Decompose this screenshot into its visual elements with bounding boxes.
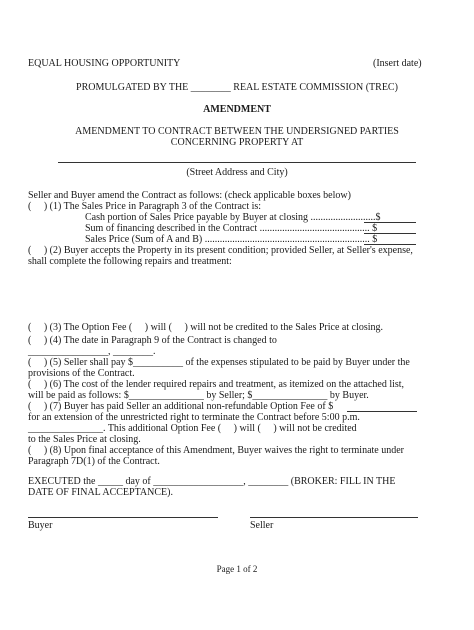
item-1a: Cash portion of Sales Price payable by Buyer at closing ..........................$ [85,212,381,223]
item-4-line-2: ________________, ________. [28,346,156,357]
item-8-line-2: Paragraph 7D(1) of the Contract. [28,456,160,467]
item-6-line-2: will be paid as follows: $_______________ by Seller; $_______________ by Buyer. [28,390,369,401]
executed-line-2: DATE OF FINAL ACCEPTANCE). [28,487,173,498]
intro-text: Seller and Buyer amend the Contract as follows: (check applicable boxes below) [28,190,351,201]
subtitle-line-1: AMENDMENT TO CONTRACT BETWEEN THE UNDERSIGNED PARTIES [75,126,399,137]
seller-label: Seller [250,520,274,531]
insert-date-label: (Insert date) [373,58,422,69]
item-6-line-1: ( ) (6) The cost of the lender required repairs and treatment, as itemized on the attached list, [28,379,405,390]
item-7-line-3: _______________. This additional Option Fee ( ) will ( ) will not be credited [28,423,357,434]
item-3: ( ) (3) The Option Fee ( ) will ( ) will not be credited to the Sales Price at closing. [28,322,384,333]
page-number: Page 1 of 2 [216,564,258,574]
seller-signature-line [250,517,418,518]
item-1: ( ) (1) The Sales Price in Paragraph 3 of the Contract is: [28,201,262,212]
item-1c: Sales Price (Sum of A and B) .................................................................. $ [85,234,378,245]
executed-line-1: EXECUTED the _____ day of __________________, ________ (BROKER: FILL IN THE [28,476,396,487]
item-1b: Sum of financing described in the Contract ............................................ $ [85,223,378,234]
item-8-line-1: ( ) (8) Upon final acceptance of this Amendment, Buyer waives the right to terminate under [28,445,404,456]
property-address-line [58,162,416,163]
item-2-line-1: ( ) (2) Buyer accepts the Property in its present condition; provided Seller, at Seller's expense, [28,245,413,256]
buyer-label: Buyer [28,520,53,531]
promulgated-line: PROMULGATED BY THE ________ REAL ESTATE COMMISSION (TREC) [76,82,398,93]
item-5-line-2: provisions of the Contract. [28,368,135,379]
item-2-line-2: shall complete the following repairs and treatment: [28,256,232,267]
equal-housing-label: EQUAL HOUSING OPPORTUNITY [28,58,181,69]
buyer-signature-line [28,517,218,518]
item-7-line-1: ( ) (7) Buyer has paid Seller an additional non-refundable Option Fee of $ [28,401,334,412]
item-4-line-1: ( ) (4) The date in Paragraph 9 of the Contract is changed to [28,335,277,346]
document-title: AMENDMENT [203,104,271,115]
item-7-line-2: for an extension of the unrestricted right to terminate the Contract before 5:00 p.m. [28,412,360,423]
address-caption: (Street Address and City) [186,167,288,178]
item-7-line-4: to the Sales Price at closing. [28,434,141,445]
subtitle-line-2: CONCERNING PROPERTY AT [170,137,304,148]
item-5-line-1: ( ) (5) Seller shall pay $__________ of the expenses stipulated to be paid by Buyer under the [28,357,410,368]
